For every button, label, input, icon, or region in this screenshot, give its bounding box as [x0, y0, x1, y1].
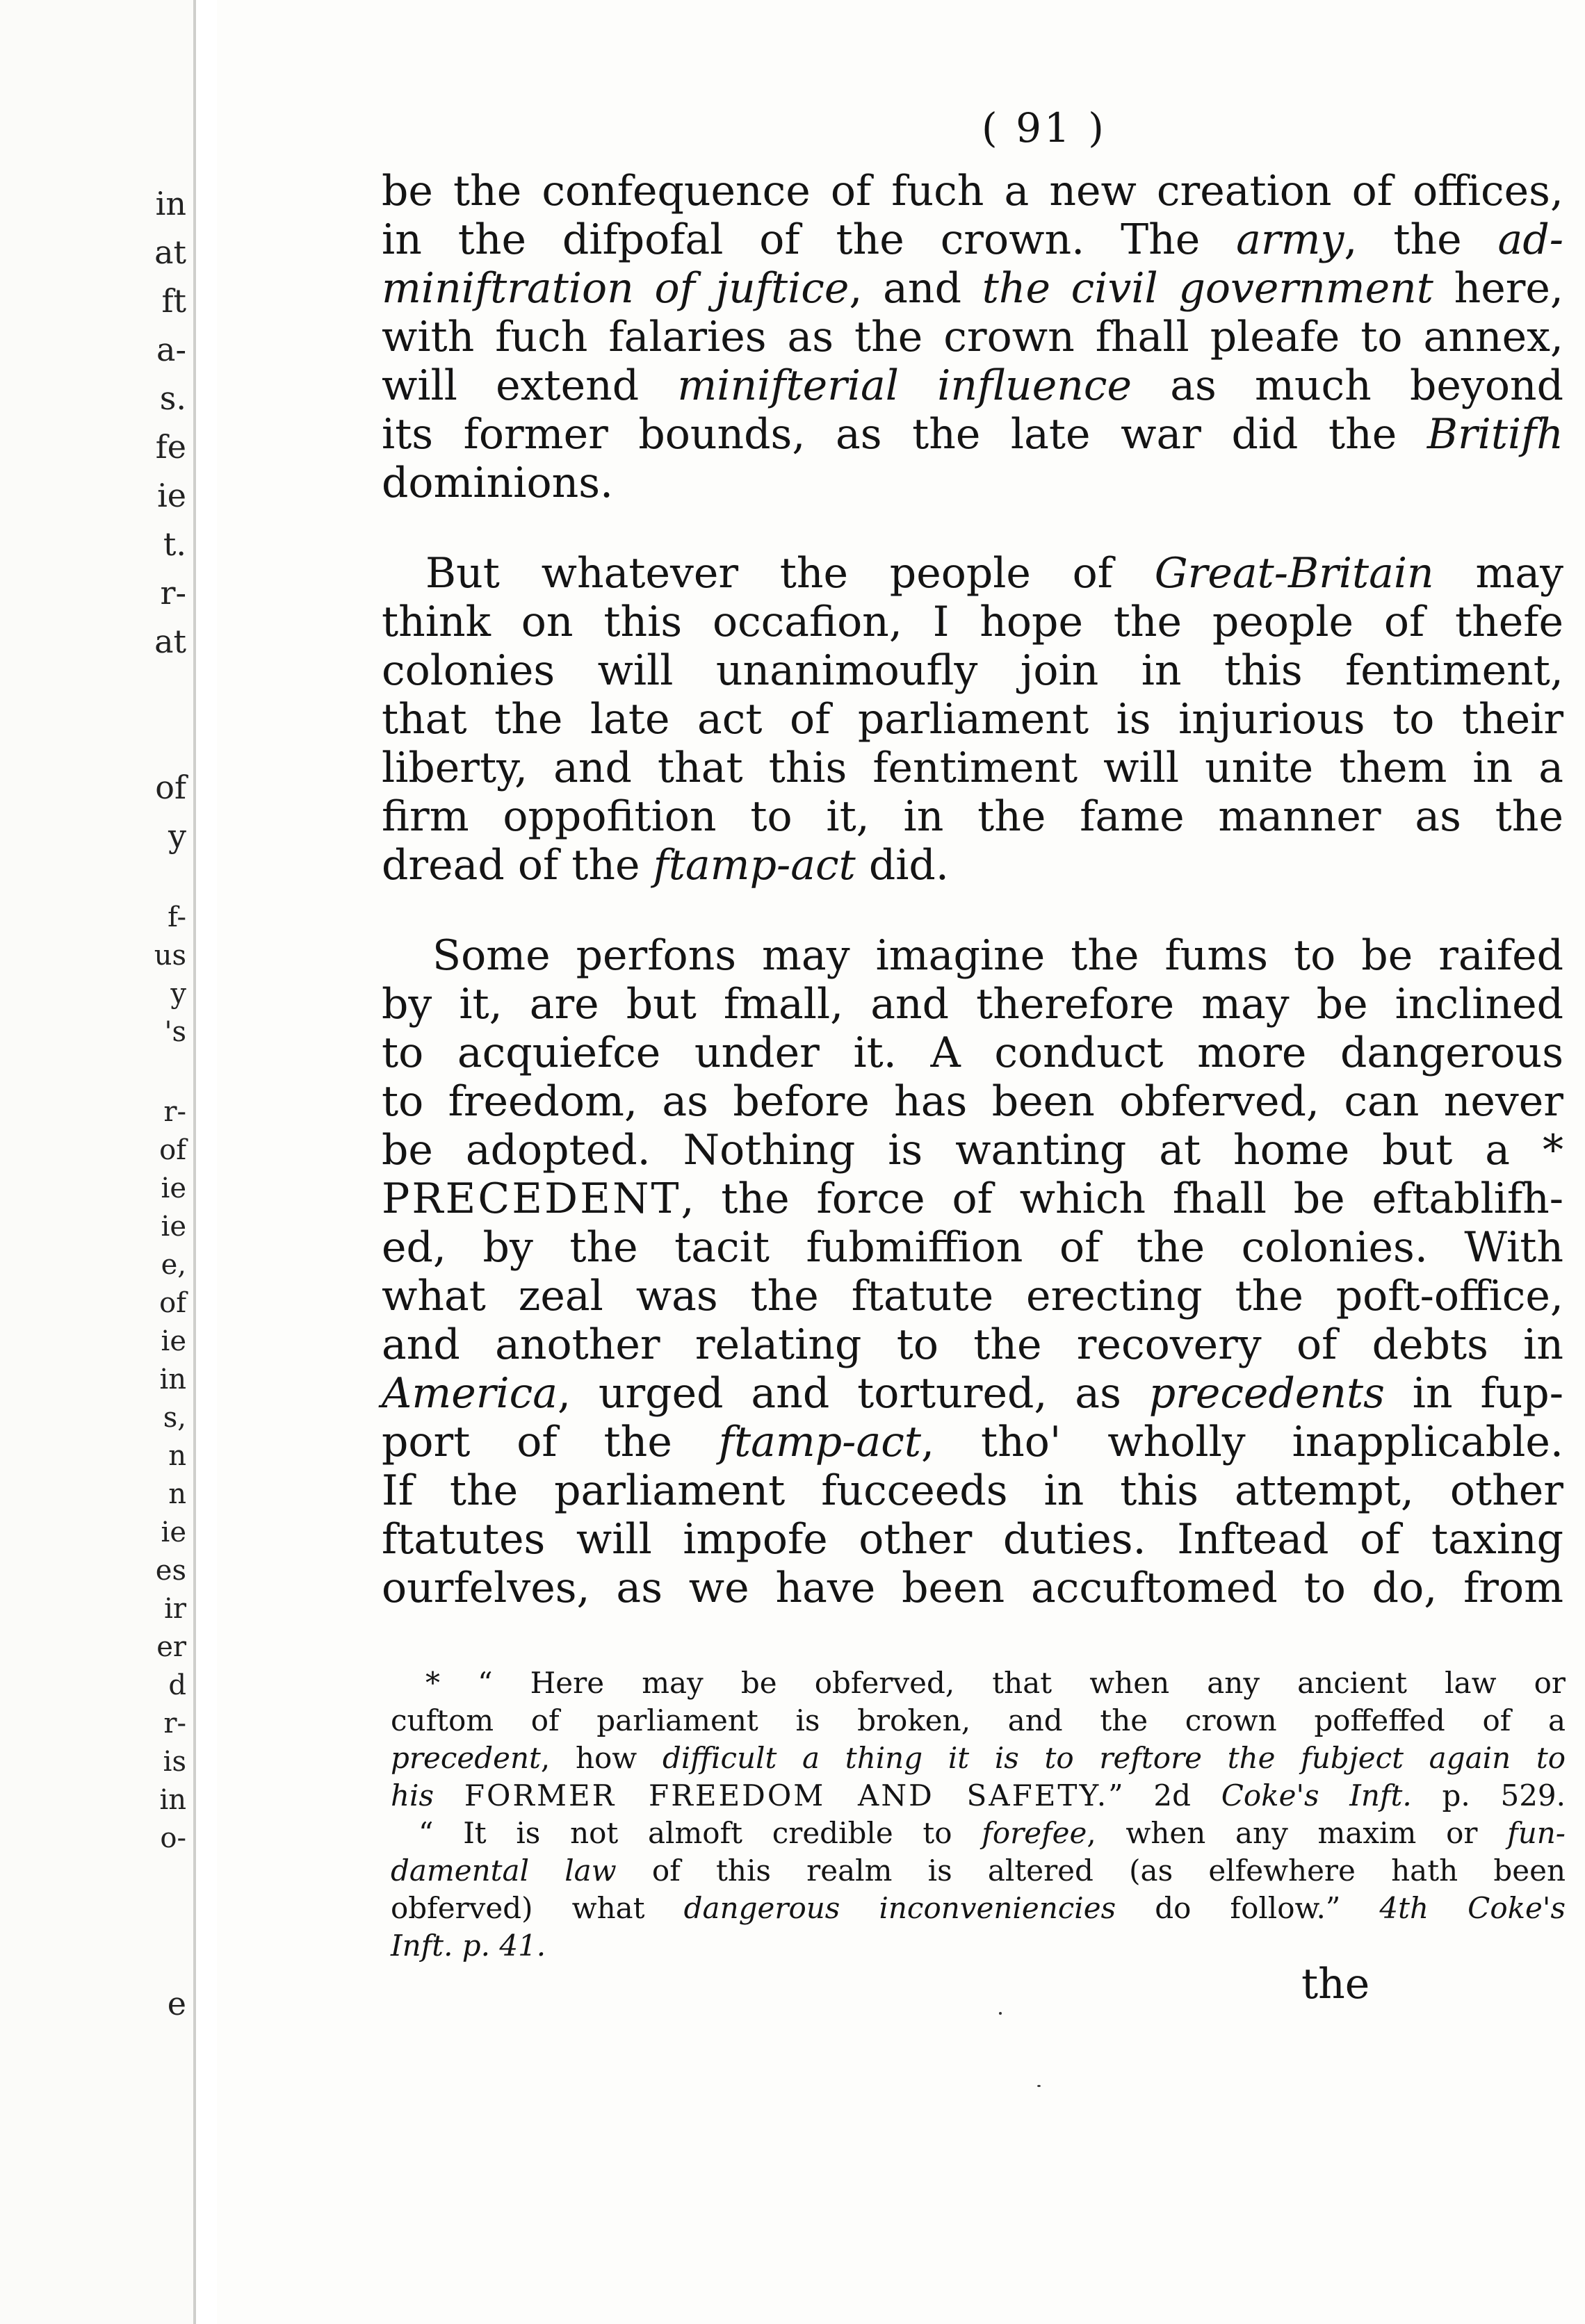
footnote-line-4: his FORMER FREEDOM AND SAFETY.” 2d Coke's Inft. p. 529.: [391, 1778, 1566, 1812]
left-margin-fragment: r-: [163, 1096, 186, 1128]
left-margin-fragment: ft: [161, 282, 186, 320]
left-margin-fragment: at: [154, 234, 186, 271]
left-margin-fragment: t.: [163, 525, 186, 563]
left-margin-fragment: n: [168, 1440, 186, 1472]
left-margin-fragment: of: [159, 1134, 186, 1166]
paragraph-3-line-11: port of the ftamp-act, tho' wholly inapplicable.: [382, 1418, 1563, 1466]
paragraph-3-line-12: If the parliament fucceeds in this attempt, other: [382, 1466, 1563, 1515]
book-gutter: [196, 0, 217, 2324]
left-margin-fragment: d: [168, 1669, 186, 1701]
paragraph-1-line-2: in the difpofal of the crown. The army, the ad-: [382, 215, 1563, 264]
paragraph-3-line-6: PRECEDENT, the force of which fhall be eftablifh-: [382, 1175, 1563, 1223]
paragraph-3-line-8: what zeal was the ftatute erecting the poft-office,: [382, 1272, 1563, 1320]
footnote-line-7: obferved) what dangerous inconveniencies do follow.” 4th Coke's: [391, 1891, 1566, 1925]
paragraph-3-line-4: to freedom, as before has been obferved, can never: [382, 1077, 1563, 1126]
paragraph-1-line-5: will extend minifterial influence as much beyond: [382, 361, 1563, 410]
left-margin-fragment: is: [163, 1746, 186, 1778]
footnote-line-6: damental law of this realm is altered (as elfewhere hath been: [391, 1854, 1566, 1888]
footnote-line-8: Inft. p. 41.: [391, 1929, 546, 1963]
previous-page-margin: [0, 0, 196, 2324]
left-margin-fragment: r-: [163, 1708, 186, 1740]
left-margin-fragment: r-: [160, 574, 186, 612]
paragraph-3-line-7: ed, by the tacit fubmiffion of the colonies. With: [382, 1223, 1563, 1272]
paragraph-2-line-6: firm oppofition to it, in the fame manner as the: [382, 792, 1563, 841]
left-margin-fragment: 's: [164, 1016, 186, 1048]
catchword: the: [1301, 1960, 1370, 2008]
left-margin-fragment: ie: [157, 477, 186, 514]
left-margin-fragment: es: [155, 1555, 186, 1587]
left-margin-fragment: o-: [160, 1822, 186, 1854]
paragraph-2-line-3: colonies will unanimoufly join in this fentiment,: [382, 646, 1563, 695]
paragraph-1-line-6: its former bounds, as the late war did the Britifh: [382, 410, 1563, 459]
paragraph-1-line-1: be the confequence of fuch a new creation of offices,: [382, 167, 1563, 215]
paragraph-3-line-14: ourfelves, as we have been accuftomed to do, from: [382, 1564, 1563, 1612]
page-number: ( 91 ): [982, 104, 1107, 152]
left-margin-fragment: ie: [161, 1211, 186, 1243]
paragraph-2-line-7: dread of the ftamp-act did.: [382, 841, 949, 890]
footnote-line-5: “ It is not almoft credible to forefee, when any maxim or fun-: [418, 1816, 1566, 1850]
left-margin-fragment: in: [159, 1364, 186, 1396]
left-margin-fragment: s.: [159, 379, 186, 417]
left-margin-fragment: ie: [161, 1325, 186, 1357]
footnote-line-2: cuftom of parliament is broken, and the crown poffeffed of a: [391, 1703, 1566, 1737]
left-margin-fragment: fe: [155, 428, 186, 466]
paragraph-1-line-4: with fuch falaries as the crown fhall pleafe to annex,: [382, 313, 1563, 361]
left-margin-fragment: ir: [164, 1593, 186, 1625]
paragraph-1-line-7: dominions.: [382, 459, 614, 507]
left-margin-fragment: er: [156, 1631, 186, 1663]
footnote-line-3: precedent, how difficult a thing it is to reftore the fubject again to: [391, 1741, 1566, 1775]
paragraph-3-line-13: ftatutes will impofe other duties. Inftead of taxing: [382, 1515, 1563, 1564]
paragraph-2-line-2: think on this occafion, I hope the people of thefe: [382, 598, 1563, 646]
left-margin-fragment: a-: [156, 331, 186, 368]
left-margin-fragment: in: [159, 1784, 186, 1816]
paragraph-3-line-5: be adopted. Nothing is wanting at home but a *: [382, 1126, 1563, 1175]
left-margin-fragment: ie: [161, 1516, 186, 1548]
paragraph-3-line-10: America, urged and tortured, as precedents in fup-: [382, 1369, 1563, 1418]
print-speck: [999, 2012, 1002, 2015]
paragraph-1-line-3: miniftration of juftice, and the civil government here,: [382, 264, 1563, 313]
left-margin-fragment: y: [168, 817, 186, 855]
left-margin-fragment: of: [159, 1287, 186, 1319]
left-margin-fragment: f-: [168, 901, 186, 933]
left-margin-fragment: e,: [161, 1249, 186, 1281]
paragraph-2-line-5: liberty, and that this fentiment will unite them in a: [382, 744, 1563, 792]
paragraph-2-line-1: But whatever the people of Great-Britain may: [425, 549, 1564, 598]
left-margin-fragment: in: [155, 185, 186, 222]
paragraph-3-line-9: and another relating to the recovery of debts in: [382, 1320, 1563, 1369]
paragraph-2-line-4: that the late act of parliament is injurious to their: [382, 695, 1563, 744]
left-margin-fragment: at: [154, 623, 186, 660]
paragraph-3-line-1: Some perfons may imagine the fums to be raifed: [432, 931, 1563, 980]
print-speck: [1037, 2085, 1041, 2087]
book-page: [217, 0, 1585, 2324]
left-margin-fragment: of: [155, 769, 186, 806]
paragraph-3-line-2: by it, are but fmall, and therefore may be inclined: [382, 980, 1563, 1029]
left-margin-fragment: s,: [163, 1402, 186, 1434]
paragraph-3-line-3: to acquiefce under it. A conduct more dangerous: [382, 1029, 1563, 1077]
left-margin-fragment: y: [170, 978, 186, 1010]
footnote-line-1: * “ Here may be obferved, that when any ancient law or: [425, 1666, 1566, 1700]
left-margin-fragment: e: [167, 1985, 186, 2022]
left-margin-fragment: us: [154, 940, 186, 972]
left-margin-fragment: n: [168, 1478, 186, 1510]
left-margin-fragment: ie: [161, 1172, 186, 1204]
